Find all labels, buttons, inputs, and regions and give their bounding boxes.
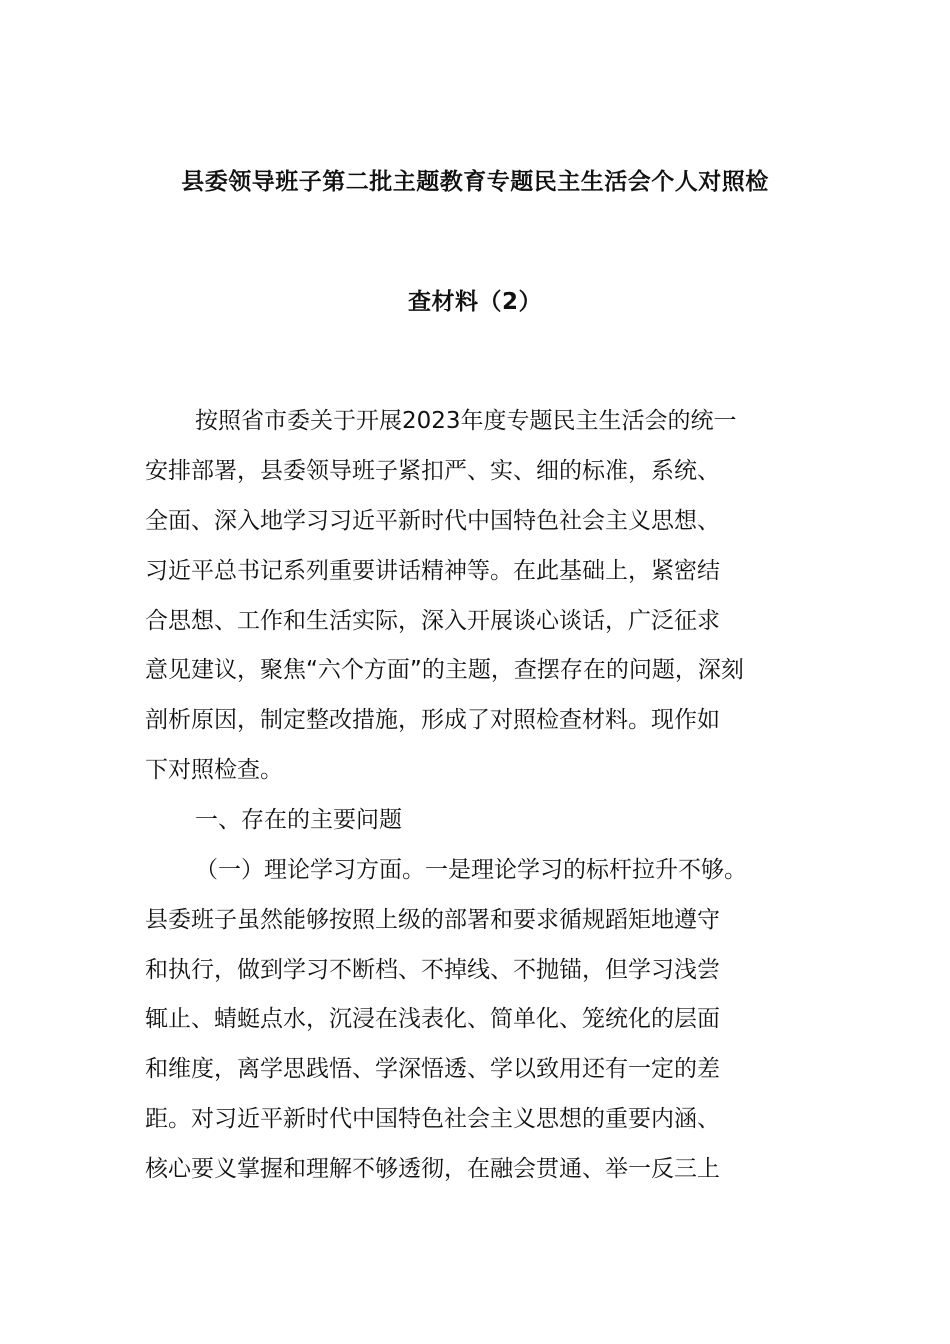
paragraph-line: 和维度，离学思践悟、学深悟透、学以致用还有一定的差: [145, 1056, 720, 1082]
paragraph-line: 辄止、蜻蜓点水，沉浸在浅表化、简单化、笼统化的层面: [145, 1006, 720, 1032]
paragraph-line: 全面、深入地学习习近平新时代中国特色社会主义思想、: [145, 508, 720, 534]
paragraph-line: 剖析原因，制定整改措施，形成了对照检查材料。现作如: [145, 707, 720, 733]
section-heading: 一、存在的主要问题: [195, 807, 402, 833]
paragraph-line: 下对照检查。: [145, 757, 283, 783]
paragraph-line: 距。对习近平新时代中国特色社会主义思想的重要内涵、: [145, 1106, 720, 1132]
paragraph-line: 合思想、工作和生活实际，深入开展谈心谈话，广泛征求: [145, 608, 720, 634]
paragraph-line: （一）理论学习方面。一是理论学习的标杆拉升不够。: [195, 857, 747, 883]
paragraph-line: 和执行，做到学习不断档、不掉线、不抛锚，但学习浅尝: [145, 957, 720, 983]
document-title-line-2: 查材料（2）: [407, 289, 542, 315]
paragraph-line: 习近平总书记系列重要讲话精神等。在此基础上，紧密结: [145, 558, 720, 584]
paragraph-line: 核心要义掌握和理解不够透彻，在融会贯通、举一反三上: [145, 1156, 720, 1182]
paragraph-line: 按照省市委关于开展2023年度专题民主生活会的统一: [195, 408, 737, 434]
paragraph-line: 意见建议，聚焦“六个方面”的主题，查摆存在的问题，深刻: [145, 657, 744, 683]
paragraph-line: 县委班子虽然能够按照上级的部署和要求循规蹈矩地遵守: [145, 907, 720, 933]
document-title-line-1: 县委领导班子第二批主题教育专题民主生活会个人对照检: [181, 169, 769, 195]
paragraph-line: 安排部署，县委领导班子紧扣严、实、细的标准，系统、: [145, 458, 720, 484]
